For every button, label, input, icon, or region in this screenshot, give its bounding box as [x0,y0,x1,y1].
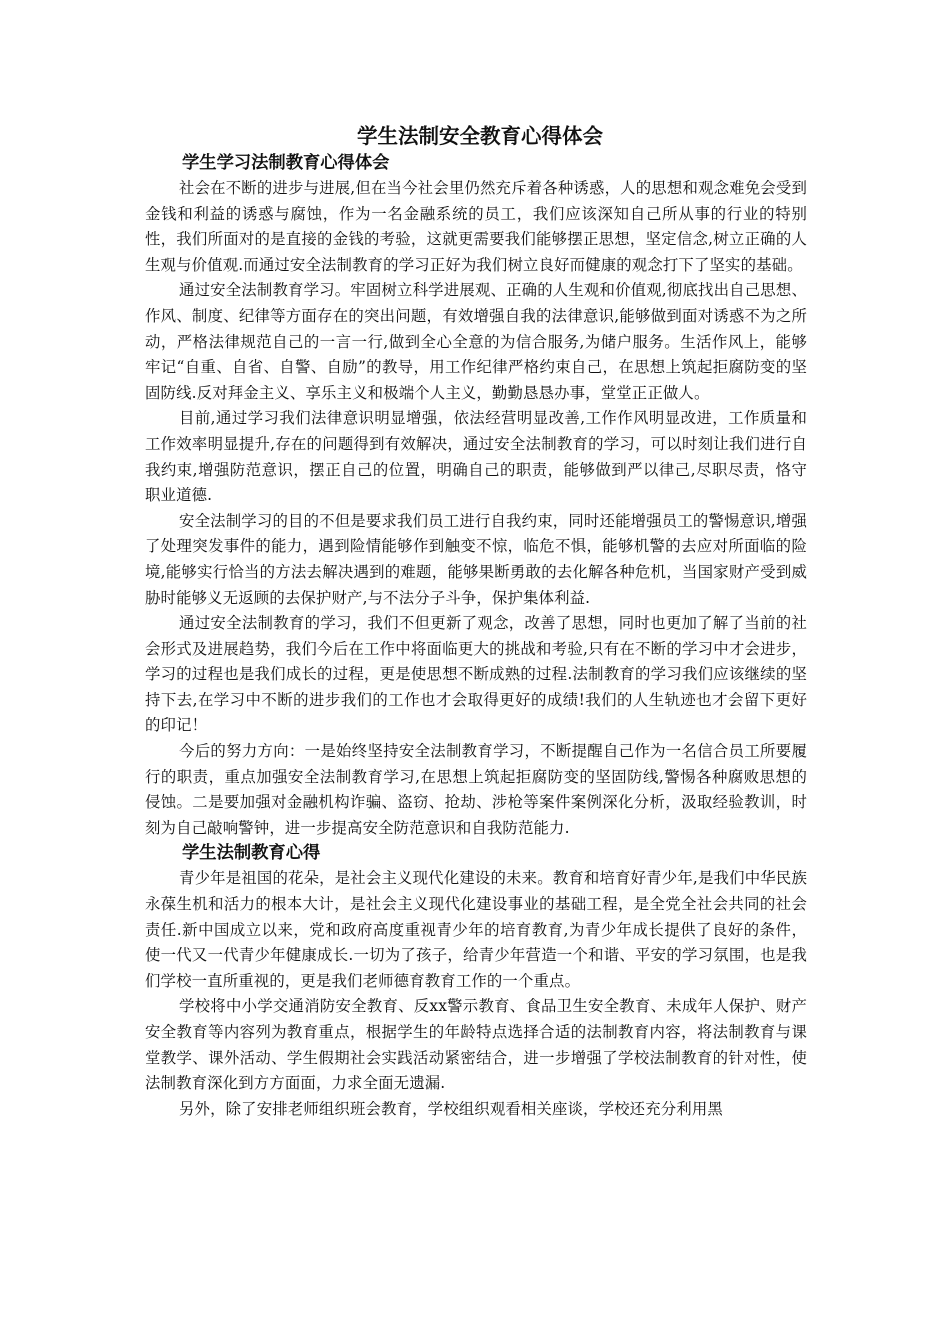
section-law-education-reflection [145,841,807,1122]
document-page [145,121,807,1122]
paragraph: 青少年是祖国的花朵，是社会主义现代化建设的未来。教育和培育好青少年,是我们中华民族永葆生机和活力的根本大计，是社会主义现代化建设事业的基础工程，是全党全社会共同的社会责任.新中国成立以来，党和政府高度重视青少年的培育教育,为青少年成长提供了良好的条件，使一代又一代青少年健康成长.一切为了孩子，给青少年营造一个和谐、平安的学习氛围，也是我们学校一直所重视的，更是我们老师德育教育工作的一个重点。 [145,869,807,990]
section-heading: 学生学习法制教育心得体会 [182,153,390,173]
section-heading: 学生法制教育心得 [182,843,321,864]
paragraph: 安全法制学习的目的不但是要求我们员工进行自我约束，同时还能增强员工的警惕意识,增强了处理突发事件的能力，遇到险情能够作到触变不惊，临危不惧，能够机警的去应对所面临的险境,能够实行恰当的方法去解决遇到的难题，能够果断勇敢的去化解各种危机，当国家财产受到威胁时能够义无返顾的去保护财产,与不法分子斗争，保护集体利益. [145,511,807,607]
section-learning-law-education [145,151,807,841]
paragraph: 学校将中小学交通消防安全教育、反xx警示教育、食品卫生安全教育、未成年人保护、财产安全教育等内容列为教育重点，根据学生的年龄特点选择合适的法制教育内容，将法制教育与课堂教学、课外活动、学生假期社会实践活动紧密结合，进一步增强了学校法制教育的针对性，使法制教育深化到方方面面，力求全面无遗漏. [145,997,807,1093]
paragraph: 社会在不断的进步与进展,但在当今社会里仍然充斥着各种诱惑，人的思想和观念难免会受到金钱和利益的诱惑与腐蚀，作为一名金融系统的员工，我们应该深知自己所从事的行业的特别性，我们所面对的是直接的金钱的考验，这就更需要我们能够摆正思想，坚定信念,树立正确的人生观与价值观.而通过安全法制教育的学习正好为我们树立良好而健康的观念打下了坚实的基础。 [145,179,807,274]
paragraph: 今后的努力方向：一是始终坚持安全法制教育学习，不断提醒自己作为一名信合员工所要履行的职责，重点加强安全法制教育学习,在思想上筑起拒腐防变的坚固防线,警惕各种腐败思想的侵蚀。二是要加强对金融机构诈骗、盗窃、抢劫、涉枪等案件案例深化分析，汲取经验教训，时刻为自己敲响警钟，进一步提高安全防范意识和自我防范能力. [145,742,807,837]
paragraph: 另外，除了安排老师组织班会教育，学校组织观看相关座谈，学校还充分利用黑 [179,1099,723,1118]
document-title: 学生法制安全教育心得体会 [357,124,603,148]
paragraph: 通过安全法制教育学习。牢固树立科学进展观、正确的人生观和价值观,彻底找出自己思想、作风、制度、纪律等方面存在的突出问题，有效增强自我的法律意识,能够做到面对诱惑不为之所动，严格法律规范自己的一言一行,做到全心全意的为信合服务,为储户服务。生活作风上，能够牢记“自重、自省、自警、自励”的教导，用工作纪律严格约束自己，在思想上筑起拒腐防变的坚固防线.反对拜金主义、享乐主义和极端个人主义，勤勤恳恳办事，堂堂正正做人。 [145,281,807,402]
paragraph: 通过安全法制教育的学习，我们不但更新了观念，改善了思想，同时也更加了解了当前的社会形式及进展趋势，我们今后在工作中将面临更大的挑战和考验,只有在不断的学习中才会进步，学习的过程也是我们成长的过程，更是使思想不断成熟的过程.法制教育的学习我们应该继续的坚持下去,在学习中不断的进步我们的工作也才会取得更好的成绩!我们的人生轨迹也才会留下更好的印记！ [145,614,807,735]
paragraph: 目前,通过学习我们法律意识明显增强，依法经营明显改善,工作作风明显改进，工作质量和工作效率明显提升,存在的问题得到有效解决，通过安全法制教育的学习，可以时刻让我们进行自我约束,增强防范意识，摆正自己的位置，明确自己的职责，能够做到严以律己,尽职尽责，恪守职业道德. [145,409,807,505]
